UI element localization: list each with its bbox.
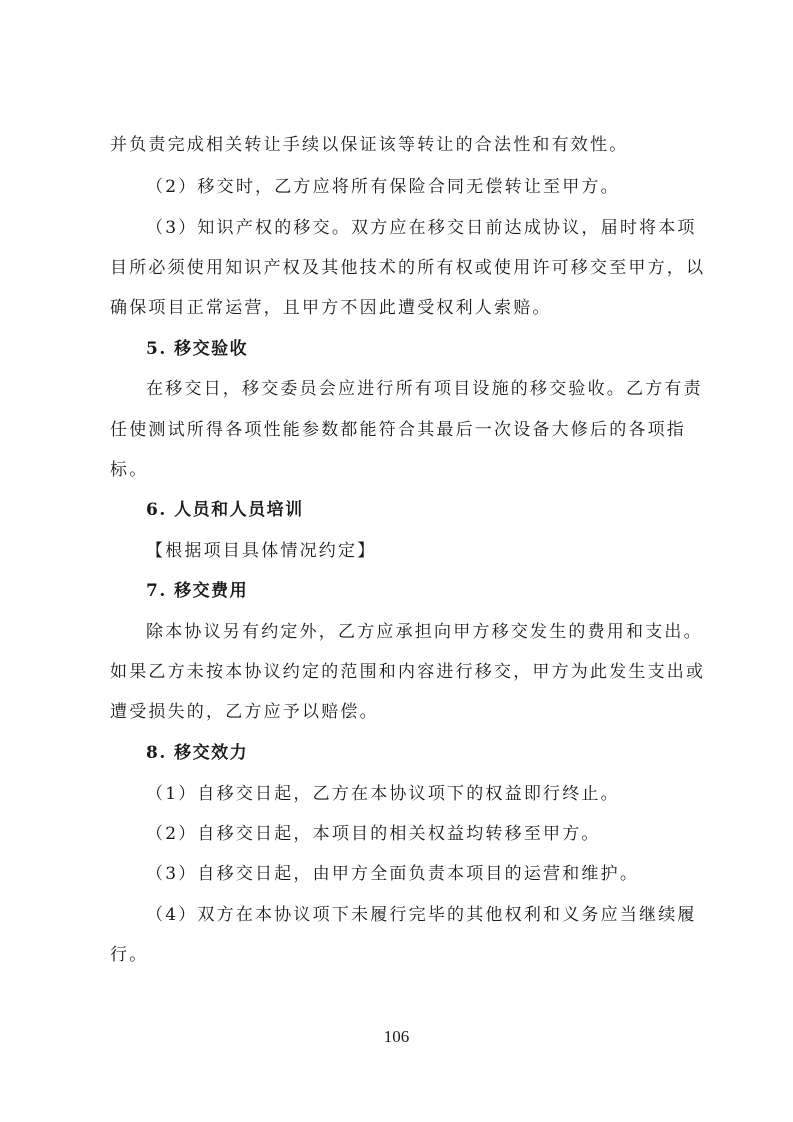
paragraph-line: 【根据项目具体情况约定】 [146,541,377,561]
paragraph-line: （3）知识产权的移交。双方应在移交日前达成协议，届时将本项 [146,218,697,238]
paragraph-line: 目所必须使用知识产权及其他技术的所有权或使用许可移交至甲方，以 [110,258,706,278]
paragraph-line: 遭受损失的，乙方应予以赔偿。 [110,702,379,722]
paragraph-line: （1）自移交日起，乙方在本协议项下的权益即行终止。 [146,784,620,804]
paragraph-line: 并负责完成相关转让手续以保证该等转让的合法性和有效性。 [110,135,629,155]
section-heading: 7. 移交费用 [146,581,249,601]
page-number: 106 [383,1027,410,1046]
paragraph-line: 如果乙方未按本协议约定的范围和内容进行移交，甲方为此发生支出或 [110,662,706,682]
paragraph-line: （4）双方在本协议项下未履行完毕的其他权利和义务应当继续履 [146,905,697,925]
paragraph-line: 任使测试所得各项性能参数都能符合其最后一次设备大修后的各项指 [110,420,686,440]
paragraph-line: （2）自移交日起，本项目的相关权益均转移至甲方。 [146,824,601,844]
paragraph-line: 除本协议另有约定外，乙方应承担向甲方移交发生的费用和支出。 [146,622,703,642]
section-heading: 6. 人员和人员培训 [146,500,304,520]
section-heading: 8. 移交效力 [146,743,249,763]
paragraph-line: 确保项目正常运营，且甲方不因此遭受权利人索赔。 [110,298,552,318]
paragraph-line: （2）移交时，乙方应将所有保险合同无偿转让至甲方。 [146,177,620,197]
paragraph-line: 标。 [110,460,149,480]
paragraph-line: 行。 [110,945,149,965]
paragraph-line: （3）自移交日起，由甲方全面负责本项目的运营和维护。 [146,864,640,884]
paragraph-line: 在移交日，移交委员会应进行所有项目设施的移交验收。乙方有责 [146,379,703,399]
section-heading: 5. 移交验收 [146,339,249,359]
